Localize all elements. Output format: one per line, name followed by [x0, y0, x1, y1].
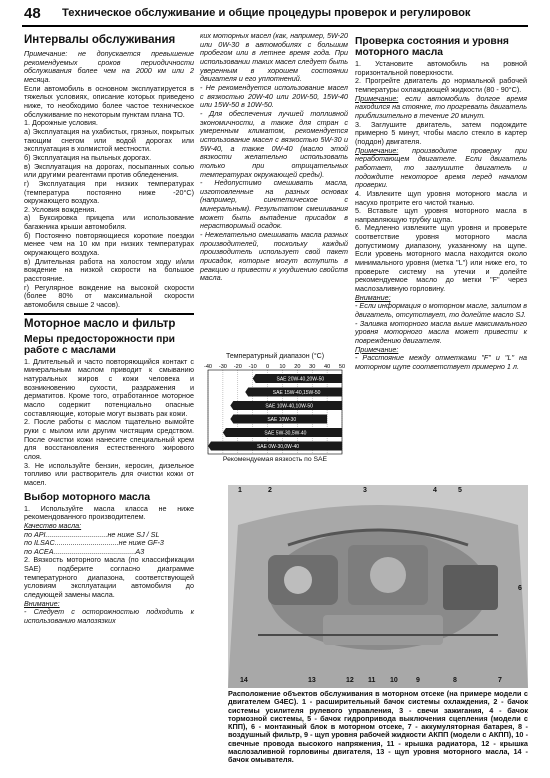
tick-label: -20 — [233, 364, 242, 370]
engine-bay-illustration — [228, 485, 528, 688]
heading-oil: Моторное масло и фильтр — [24, 317, 176, 330]
heading-precautions: Меры предосторожности при работе с маслами — [24, 333, 176, 356]
tick-label: 10 — [279, 364, 286, 370]
chart-title: Температурный диапазон (°С) — [225, 353, 325, 360]
callout-label: 4 — [433, 487, 437, 494]
conditions-list — [24, 119, 194, 309]
paragraph: Если автомобиль в основном эксплуатируется в тяжелых условиях, описание которых приведено ниже, то необходимо более частое техническое обслуживание по некоторым пунктам плана ТО. — [24, 83, 194, 119]
attention-text: - Заливка моторного масла выше максимального уровня моторного масла может привести к повреждению двигателя. — [355, 318, 527, 345]
paragraph: - Недопустимо смешивать масла, изготовленные на разных основах (например, синтетическое с минеральным). Результатом смешивания может быть выпадение присадок в нерастворимый осадок. — [200, 178, 348, 231]
paragraph: - Нежелательно смешивать масла разных производителей, поскольку каждый производитель использует свой пакет присадок, которые могут вступить в реакцию и привести к ухудшению свойств масла. — [200, 230, 348, 283]
list-item: г) Регулярное вождение на высокой скорости (более 80% от максимальной скорости автомобиля свыше 2 часов). — [24, 282, 194, 310]
paragraph: 2. Вязкость моторного масла (по классификации SAE) подберите согласно диаграмме температурного диапазона, соответствующей условиям эксплуатации автомобиля до следующей замены масла. — [24, 555, 194, 600]
bar-label: SAE 20W-40,20W-50 — [276, 376, 325, 383]
list-item: 1. Дорожные условия. — [24, 118, 98, 128]
paragraph: - Для обеспечения лучшей топливной экономичности, а также для стран с умеренным климатом, рекомендуется использование масел с вязкостью 5W-30 и 5W-40, а также 0W-40 (масло этой вязкости желательно использовать только при отрицательных температурах окружающей среды). — [200, 108, 348, 179]
page-header — [0, 0, 550, 30]
viscosity-chart — [202, 353, 348, 471]
page-number: 48 — [24, 5, 41, 22]
list-item: а) Буксировка прицепа или использование багажника крыши автомобиля. — [24, 213, 194, 232]
tick-label: -40 — [203, 364, 213, 370]
note-label: Примечание: — [355, 145, 399, 155]
column-right — [355, 32, 527, 372]
viscosity-chart-svg — [202, 361, 348, 455]
list-item: б) Эксплуатация на пыльных дорогах. — [24, 152, 152, 162]
callout-label: 3 — [363, 487, 367, 494]
bar-label: SAE 10W-30 — [267, 417, 297, 424]
note-label: Примечание: — [355, 344, 399, 354]
list-item: в) Эксплуатация на дорогах, посыпанных солью или другими реагентами против обледенения. — [24, 161, 194, 180]
note-text: - Расстояние между отметками "F" и "L" на моторном щупе соответствует примерно 1 л. — [355, 353, 527, 371]
callout-label: 12 — [346, 677, 354, 684]
step: 1. Установите автомобиль на ровной горизонтальной поверхности. — [355, 59, 527, 77]
callout-label: 5 — [458, 487, 462, 494]
tick-label: 0 — [265, 364, 270, 370]
heading-oil-choice: Выбор моторного масла — [24, 491, 151, 503]
tick-label: 20 — [294, 364, 301, 370]
bar-label: SAE 5W-30,5W-40 — [264, 430, 307, 437]
callout-label: 6 — [518, 585, 522, 592]
header-rule — [22, 25, 528, 27]
step: 4. Извлеките щуп уровня моторного масла и насухо протрите его чистой тканью. — [355, 188, 527, 207]
column-middle — [200, 32, 348, 283]
callout-label: 1 — [238, 487, 242, 494]
callout-label: 8 — [453, 677, 457, 684]
callout-label: 11 — [368, 677, 376, 684]
paragraph: ких моторных масел (как, например, 5W-20 или 0W-30 в автомобилях с большим пробегом или в летнее время года. При использовании таких масел следует быть уверенным в хорошем состоянии двигателя и его уплотнений. — [200, 31, 348, 84]
attention-text: - Следует с осторожностью подходить к использованию малозязких — [24, 607, 194, 626]
step: 5. Вставьте щуп уровня моторного масла в направляющую трубку щупа. — [355, 206, 527, 224]
paragraph: 1. Используйте масла класса не ниже рекомендованного производителем. — [24, 503, 194, 522]
callout-label: 2 — [268, 487, 272, 494]
paragraph: - Не рекомендуется использование масел с вязкостью 20W-40 или 20W-50, 15W-40 или 15W-50 в 10W-50. — [200, 82, 348, 110]
bar-label: SAE 0W-30,0W-40 — [256, 444, 300, 451]
attention-label: Внимание: — [355, 292, 391, 302]
engine-bay-photo — [228, 485, 528, 688]
tick-label: -10 — [248, 364, 257, 370]
paragraph: 2. После работы с маслом тщательно вымойте руки с мылом или другим чистящим средством. После очистки кожи нанесите специальный крем для восстановления естественного жирового слоя. — [24, 417, 194, 461]
callout-label: 13 — [308, 677, 316, 684]
list-item: в) Длительная работа на холостом ходу и/или вождение на низкой скорости на большое расстояние. — [24, 256, 194, 284]
quality-label: Качество масла: — [24, 520, 82, 530]
callout-label: 7 — [498, 677, 502, 684]
tick-label: 50 — [338, 364, 346, 370]
callout-label: 10 — [390, 677, 398, 684]
step: 3. Заглушите двигатель, затем подождите примерно 5 минут, чтобы масло стекло в картер (поддон) двигателя. — [355, 119, 527, 146]
list-item: б) Постоянно повторяющиеся короткие поездки менее чем на 10 км при низких температурах окружающего воздуха. — [24, 230, 194, 258]
note-text: производите проверку при неработающем двигателе. Если двигатель работает, то заглушите двигатель и подождите некоторое время перед началом проверки. — [355, 145, 527, 190]
figure-caption: Расположение объектов обслуживания в моторном отсеке (на примере модели с двигателем G4EC). 1 - расширительный бачок системы охлаждения, 2 - бачок системы усилителя рулевого управления, 3 - свечи зажигания, 4 - бачок тормозной системы, 5 - бачок гидропривода выключения сцепления (модели с КПП), 6 - монтажный блок в моторном отсеке, 7 - аккумуляторная батарея, 8 - воздушный фильтр, 9 - щуп уровня рабочей жидкости АКПП (модели с АКПП), 10 - свечные провода высокого напряжения, 11 - крышка радиатора, 12 - крышка маслозаливной горловины двигателя, 13 - щуп уровня моторного масла, 14 - бачок омывателя. — [228, 689, 528, 765]
note-intervals: Примечание: не допускается превышение рекомендуемых сроков периодичности обслуживания более чем на 2000 км или 2 месяца. — [24, 49, 194, 84]
quality-item: по API...............................не ниже SJ / SL — [24, 529, 160, 539]
callout-label: 9 — [416, 677, 420, 684]
bar-label: SAE 15W-40,15W-50 — [272, 390, 321, 397]
quality-item: по ACEA.........................................A3 — [24, 546, 145, 556]
column-left — [24, 32, 194, 626]
quality-item: по ILSAC................................не ниже GF-3 — [24, 538, 164, 548]
list-item: 2. Условия вождения. — [24, 204, 97, 214]
step: 6. Медленно извлеките щуп уровня и проверьте соответствие уровня моторного масла допустимому диапазону, указанному на щупе. Если уровень моторного масла находится около минимального уровня (метка "L") или ниже его, то проверьте систему на утечки и долейте рекомендуемое масло до метки "F" через маслозаливную горловину. — [355, 223, 527, 294]
note-text: если автомобиль долгое время находился на стоянке, то прогревать двигатель приблизительно в течение 20 минут. — [355, 93, 527, 120]
tick-label: 40 — [323, 364, 331, 370]
bar-label: SAE 10W-40,10W-50 — [265, 403, 313, 410]
callout-label: 14 — [240, 677, 248, 684]
page-title: Техническое обслуживание и общие процедуры проверок и регулировок — [62, 7, 471, 19]
list-item: а) Эксплуатация на ухабистых, грязных, покрытых тающим снегом или водой дорогах или эксплуатация в холмистой местности. — [24, 126, 194, 154]
paragraph: 3. Не используйте бензин, керосин, дизельное топливо или растворитель для очистки кожи от масел. — [24, 460, 194, 487]
list-item: г) Эксплуатация при низких температурах (температура постоянно ниже -20°С) окружающего воздуха. — [24, 178, 194, 206]
step: 2. Прогрейте двигатель до нормальной рабочей температуры охлаждающей жидкости (80 - 90°С). — [355, 76, 527, 94]
paragraph: 1. Длительный и часто повторяющийся контакт с минеральным маслом приводит к смыванию натуральных жиров с кожи человека и возникновению сухости, раздражения и дерматитов. Кроме того, отработанное моторное масло содержит потенциально опасные составляющие, которые могут вызвать рак кожи. — [24, 356, 194, 418]
heading-intervals: Интервалы обслуживания — [24, 34, 176, 46]
tick-label: -30 — [218, 364, 227, 370]
attention-label: Внимание: — [24, 598, 60, 608]
tick-label: 30 — [309, 364, 316, 370]
attention-text: - Если информация о моторном масле, залитом в двигатель, отсутствует, то долейте масло SJ. — [355, 301, 527, 320]
section-rule — [24, 313, 194, 315]
note-label: Примечание: — [355, 93, 399, 103]
chart-footnote: Рекомендуемая вязкость по SAE — [222, 456, 328, 463]
heading-oil-check: Проверка состояния и уровня моторного масла — [355, 36, 509, 58]
